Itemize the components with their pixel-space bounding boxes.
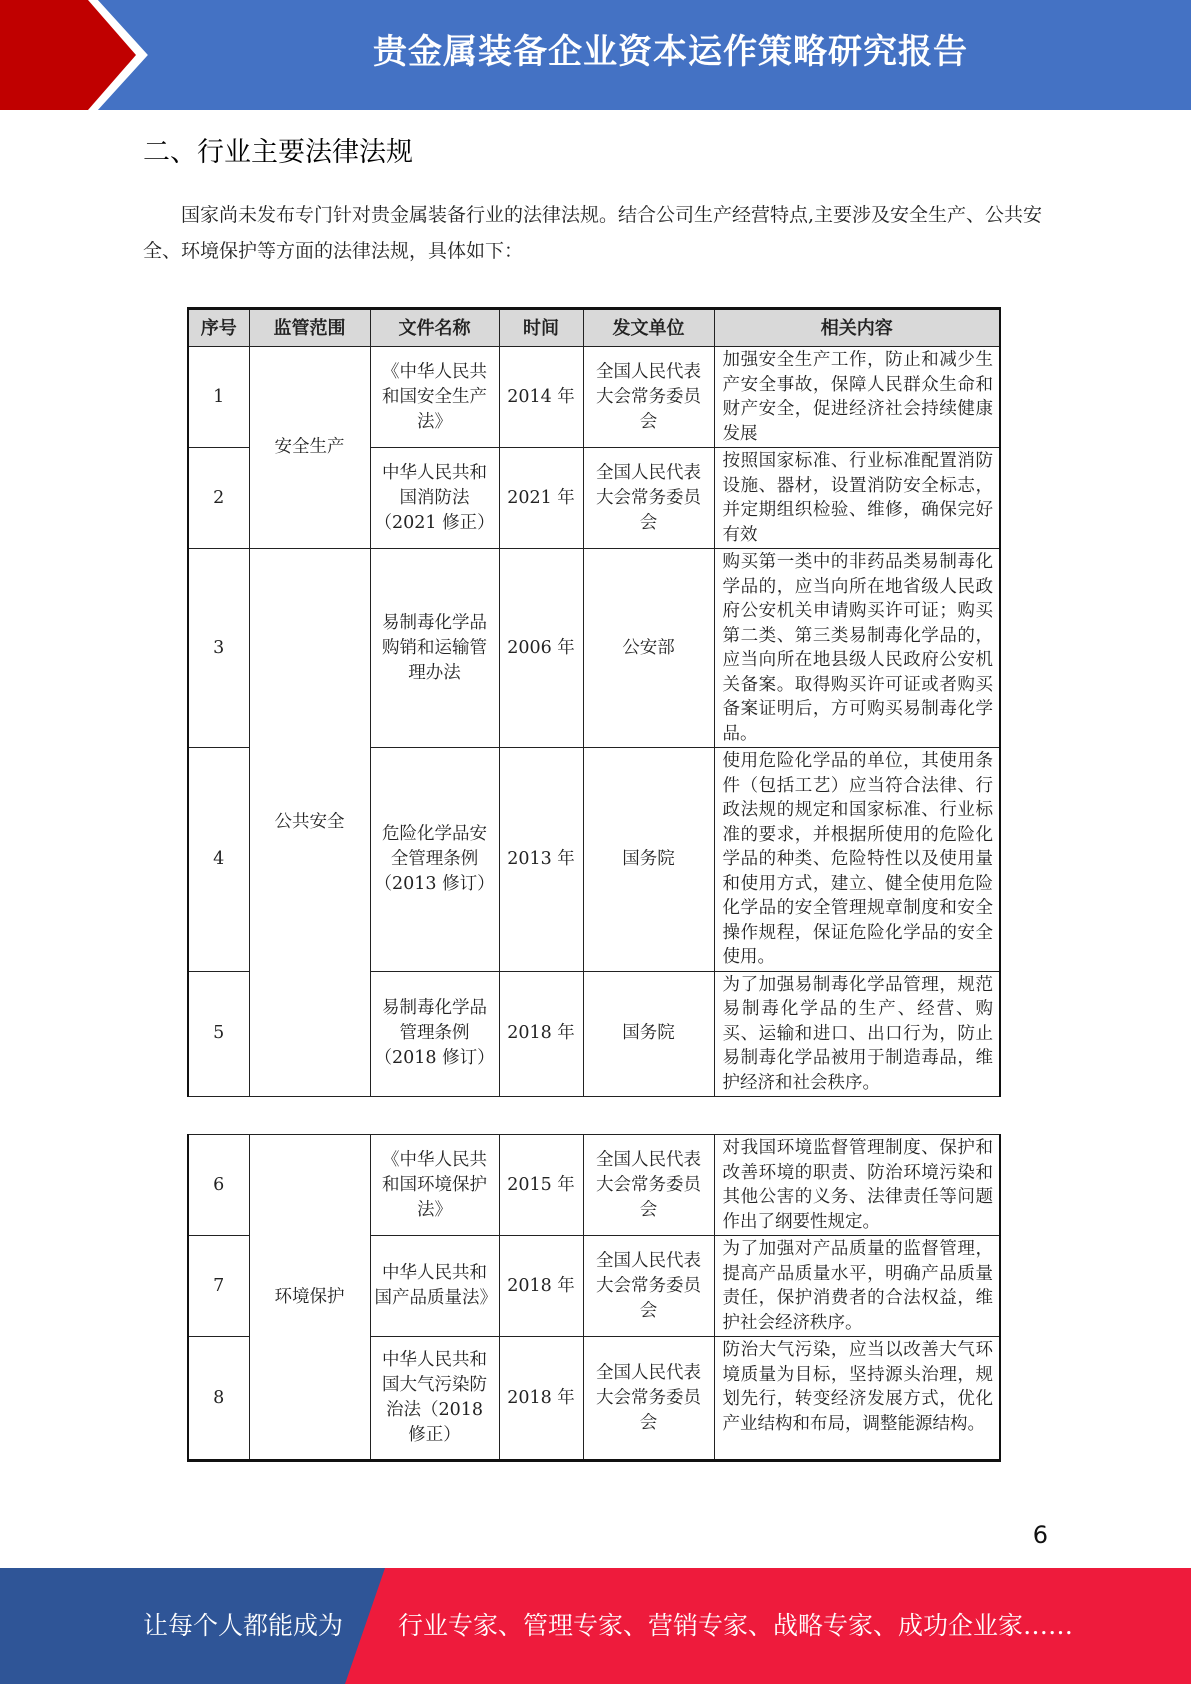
cell-no: 6 [188, 1135, 249, 1236]
cell-issuer: 国务院 [583, 748, 714, 972]
cell-name: 中华人民共和国产品质量法》 [370, 1236, 499, 1337]
header-year: 时间 [499, 309, 583, 347]
page-number: 6 [1032, 1521, 1048, 1549]
header-scope: 监管范围 [249, 309, 370, 347]
cell-year: 2018 年 [499, 1337, 583, 1461]
cell-content: 为了加强易制毒化学品管理，规范易制毒化学品的生产、经营、购买、运输和进口、出口行为，防止易制毒化学品被用于制造毒品，维护经济和社会秩序。 [714, 971, 1000, 1097]
header-title: 贵金属装备企业资本运作策略研究报告 [373, 32, 968, 72]
cell-content: 按照国家标准、行业标准配置消防设施、器材，设置消防安全标志，并定期组织检验、维修，确保完好有效 [714, 448, 1000, 549]
cell-issuer: 全国人民代表大会常务委员会 [583, 1337, 714, 1461]
cell-scope: 环境保护 [249, 1135, 370, 1461]
cell-name: 易制毒化学品管理条例（2018 修订） [370, 971, 499, 1097]
table-row [188, 549, 1000, 748]
cell-name: 易制毒化学品购销和运输管理办法 [370, 549, 499, 748]
cell-no: 8 [188, 1337, 249, 1461]
header-issuer: 发文单位 [583, 309, 714, 347]
cell-year: 2015 年 [499, 1135, 583, 1236]
cell-year: 2018 年 [499, 1236, 583, 1337]
table-row [188, 1135, 1000, 1236]
cell-no: 7 [188, 1236, 249, 1337]
cell-issuer: 全国人民代表大会常务委员会 [583, 347, 714, 448]
cell-name: 《中华人民共和国安全生产法》 [370, 347, 499, 448]
intro-paragraph: 国家尚未发布专门针对贵金属装备行业的法律法规。结合公司生产经营特点,主要涉及安全生产、公共安全、环境保护等方面的法律法规，具体如下： [143, 204, 1043, 262]
cell-issuer: 全国人民代表大会常务委员会 [583, 448, 714, 549]
table-header-row [188, 309, 1000, 347]
cell-year: 2013 年 [499, 748, 583, 972]
header-name: 文件名称 [370, 309, 499, 347]
cell-name: 危险化学品安全管理条例（2013 修订） [370, 748, 499, 972]
cell-issuer: 公安部 [583, 549, 714, 748]
cell-content: 防治大气污染，应当以改善大气环境质量为目标，坚持源头治理，规划先行，转变经济发展方式，优化产业结构和布局，调整能源结构。 [714, 1337, 1000, 1461]
regulations-table-part-1 [187, 307, 1001, 1097]
header-red-chevron [0, 0, 150, 110]
cell-no: 2 [188, 448, 249, 549]
section-heading: 二、行业主要法律法规 [143, 137, 413, 168]
cell-issuer: 全国人民代表大会常务委员会 [583, 1135, 714, 1236]
cell-no: 5 [188, 971, 249, 1097]
cell-year: 2014 年 [499, 347, 583, 448]
cell-scope: 公共安全 [249, 549, 370, 1097]
cell-scope: 安全生产 [249, 347, 370, 549]
cell-no: 4 [188, 748, 249, 972]
cell-year: 2021 年 [499, 448, 583, 549]
cell-name: 《中华人民共和国环境保护法》 [370, 1135, 499, 1236]
header-no: 序号 [188, 309, 249, 347]
cell-content: 为了加强对产品质量的监督管理，提高产品质量水平，明确产品质量责任，保护消费者的合法权益，维护社会经济秩序。 [714, 1236, 1000, 1337]
cell-no: 1 [188, 347, 249, 448]
footer-slogan-left: 让每个人都能成为 [143, 1611, 344, 1640]
cell-year: 2006 年 [499, 549, 583, 748]
cell-content: 对我国环境监督管理制度、保护和改善环境的职责、防治环境污染和其他公害的义务、法律责任等问题作出了纲要性规定。 [714, 1135, 1000, 1236]
cell-content: 购买第一类中的非药品类易制毒化学品的，应当向所在地省级人民政府公安机关申请购买许可证；购买第二类、第三类易制毒化学品的，应当向所在地县级人民政府公安机关备案。取得购买许可证或者购买备案证明后，方可购买易制毒化学品。 [714, 549, 1000, 748]
header-content: 相关内容 [714, 309, 1000, 347]
cell-name: 中华人民共和国大气污染防治法（2018 修正） [370, 1337, 499, 1461]
cell-content: 加强安全生产工作，防止和减少生产安全事故，保障人民群众生命和财产安全，促进经济社会持续健康发展 [714, 347, 1000, 448]
table-row [188, 347, 1000, 448]
cell-name: 中华人民共和国消防法（2021 修正） [370, 448, 499, 549]
cell-issuer: 全国人民代表大会常务委员会 [583, 1236, 714, 1337]
cell-issuer: 国务院 [583, 971, 714, 1097]
cell-year: 2018 年 [499, 971, 583, 1097]
cell-no: 3 [188, 549, 249, 748]
cell-content: 使用危险化学品的单位，其使用条件（包括工艺）应当符合法律、行政法规的规定和国家标准、行业标准的要求，并根据所使用的危险化学品的种类、危险特性以及使用量和使用方式，建立、健全使用危险化学品的安全管理规章制度和安全操作规程，保证危险化学品的安全使用。 [714, 748, 1000, 972]
page-header [0, 0, 1191, 110]
footer-slogan-right: 行业专家、管理专家、营销专家、战略专家、成功企业家…… [398, 1611, 1074, 1640]
regulations-table-part-2 [187, 1134, 1001, 1462]
